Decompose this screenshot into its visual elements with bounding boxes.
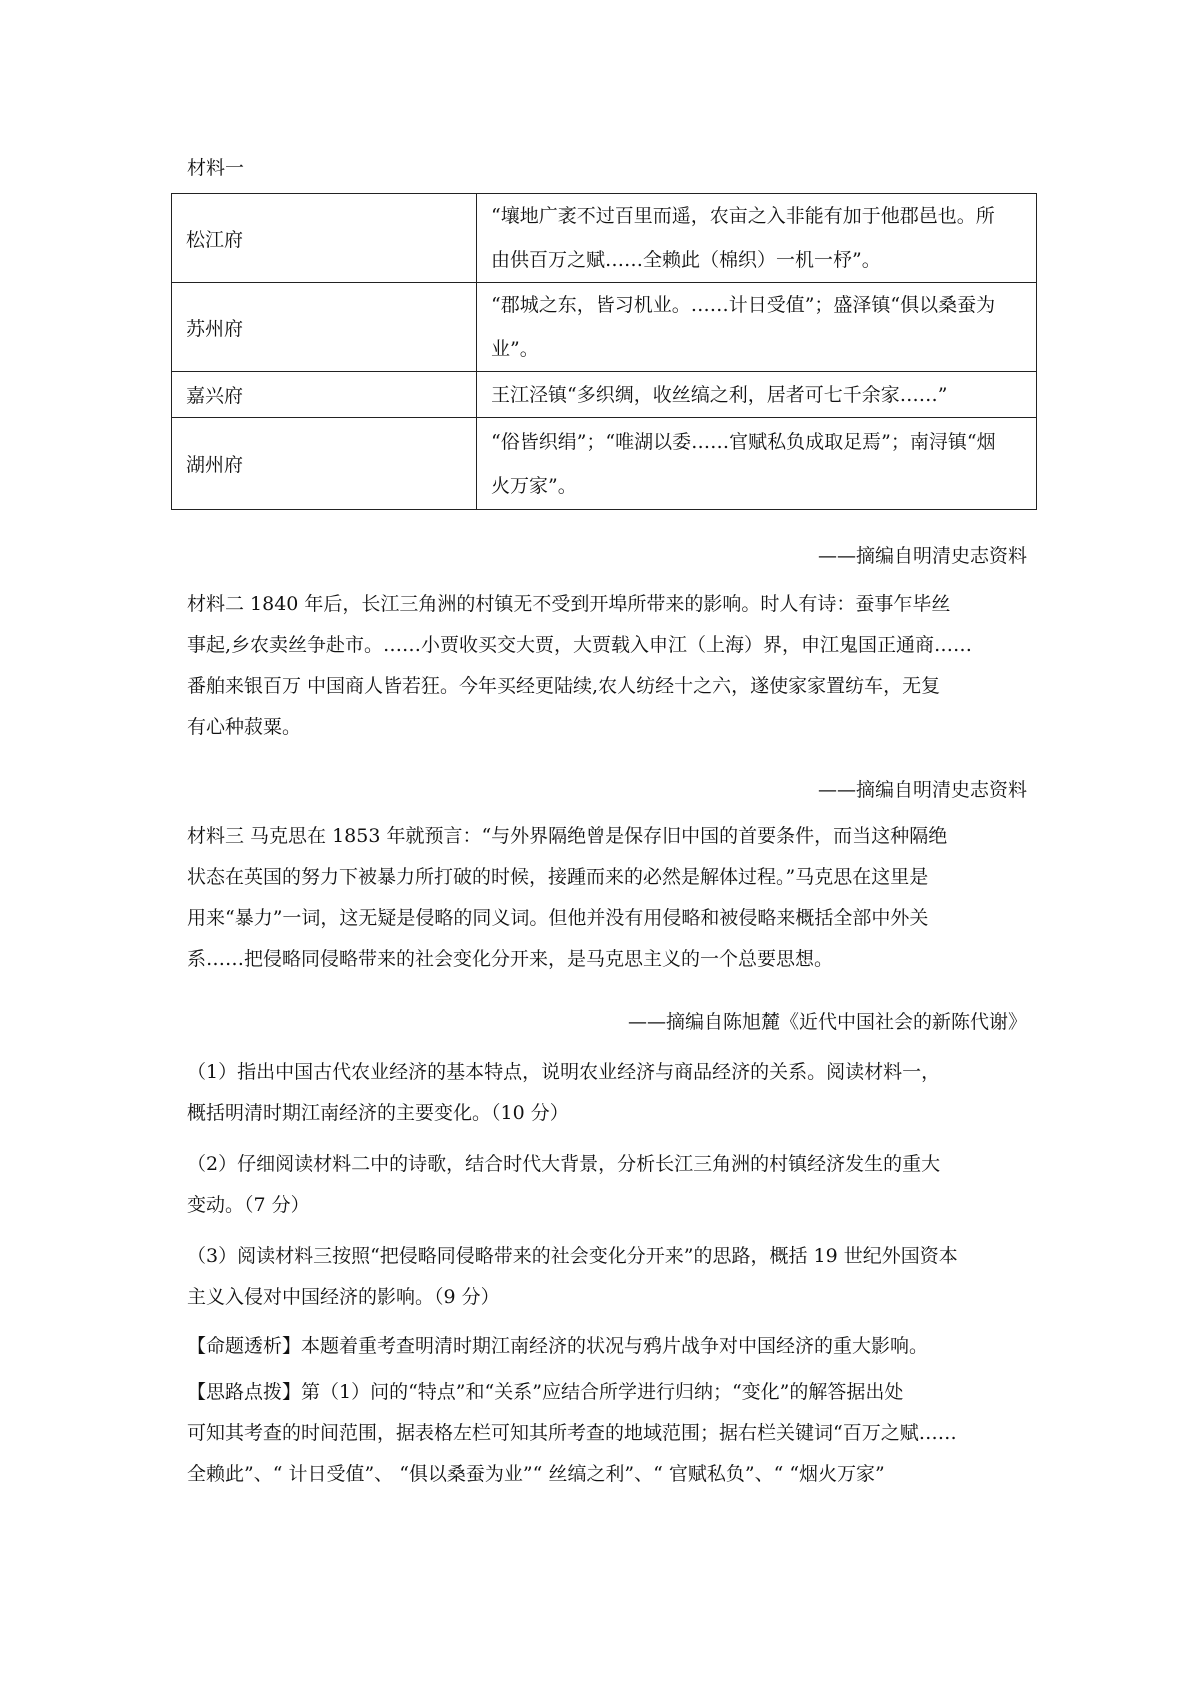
- material1-heading: 材料一: [187, 157, 245, 179]
- place-cell: 嘉兴府: [172, 372, 477, 418]
- place-cell: 苏州府: [172, 283, 477, 372]
- table-row: [172, 372, 1037, 418]
- material1-table: [171, 193, 1037, 510]
- table-row: [172, 283, 1037, 372]
- material3-text: 材料三 马克思在 1853 年就预言：“与外界隔绝曾是保存旧中国的首要条件，而当这种隔绝 状态在英国的努力下被暴力所打破的时候，接踵而来的必然是解体过程。”马克思在这里是 用来“暴力”一词，这无疑是侵略的同义词。但他并没有用侵略和被侵略来概括全部中外关 系……把侵略同侵略带来的社会变化分开来，是马克思主义的一个总要思想。: [187, 825, 948, 970]
- material2-source: ——摘编自明清史志资料: [817, 779, 1027, 801]
- place-cell: 湖州府: [172, 418, 477, 510]
- quote-cell: “壤地广袤不过百里而遥，农亩之入非能有加于他郡邑也。所 由供百万之赋……全赖此（棉织）一机一杼”。: [477, 194, 1037, 283]
- analysis-proposition: 【命题透析】本题着重考查明清时期江南经济的状况与鸦片战争对中国经济的重大影响。: [187, 1335, 929, 1357]
- table-row: [172, 194, 1037, 283]
- material1-source: ——摘编自明清史志资料: [817, 545, 1027, 567]
- quote-cell: “郡城之东，皆习机业。……计日受值”；盛泽镇“俱以桑蚕为 业”。: [477, 283, 1037, 372]
- material3-source: ——摘编自陈旭麓《近代中国社会的新陈代谢》: [627, 1011, 1027, 1033]
- quote-cell: “俗皆织绢”；“唯湖以委……官赋私负成取足焉”；南浔镇“烟 火万家”。: [477, 418, 1037, 510]
- analysis-hint: 【思路点拨】第（1）问的“特点”和“关系”应结合所学进行归纳；“变化”的解答据出处 可知其考查的时间范围，据表格左栏可知其所考查的地域范围；据右栏关键词“百万之赋…… 全赖此”、“ 计日受值”、 “俱以桑蚕为业”“ 丝缟之利”、“ 官赋私负”、“ “烟火万家”: [187, 1381, 957, 1485]
- quote-cell: 王江泾镇“多织绸，收丝缟之利，居者可七千余家……”: [477, 372, 1037, 418]
- question-2: （2）仔细阅读材料二中的诗歌，结合时代大背景，分析长江三角洲的村镇经济发生的重大 变动。（7 分）: [187, 1153, 941, 1216]
- question-3: （3）阅读材料三按照“把侵略同侵略带来的社会变化分开来”的思路，概括 19 世纪外国资本 主义入侵对中国经济的影响。（9 分）: [187, 1245, 958, 1308]
- table-row: [172, 418, 1037, 510]
- question-1: （1）指出中国古代农业经济的基本特点，说明农业经济与商品经济的关系。阅读材料一， 概括明清时期江南经济的主要变化。（10 分）: [187, 1061, 941, 1124]
- material2-text: 材料二 1840 年后，长江三角洲的村镇无不受到开埠所带来的影响。时人有诗：蚕事乍毕丝 事起,乡农卖丝争赴市。……小贾收买交大贾，大贾载入申江（上海）界，申江鬼国正通商…… 番舶来银百万 中国商人皆若狂。今年买经更陆续,农人纺经十之六，遂使家家置纺车，无复 有心种菽粟。: [187, 593, 973, 738]
- place-cell: 松江府: [172, 194, 477, 283]
